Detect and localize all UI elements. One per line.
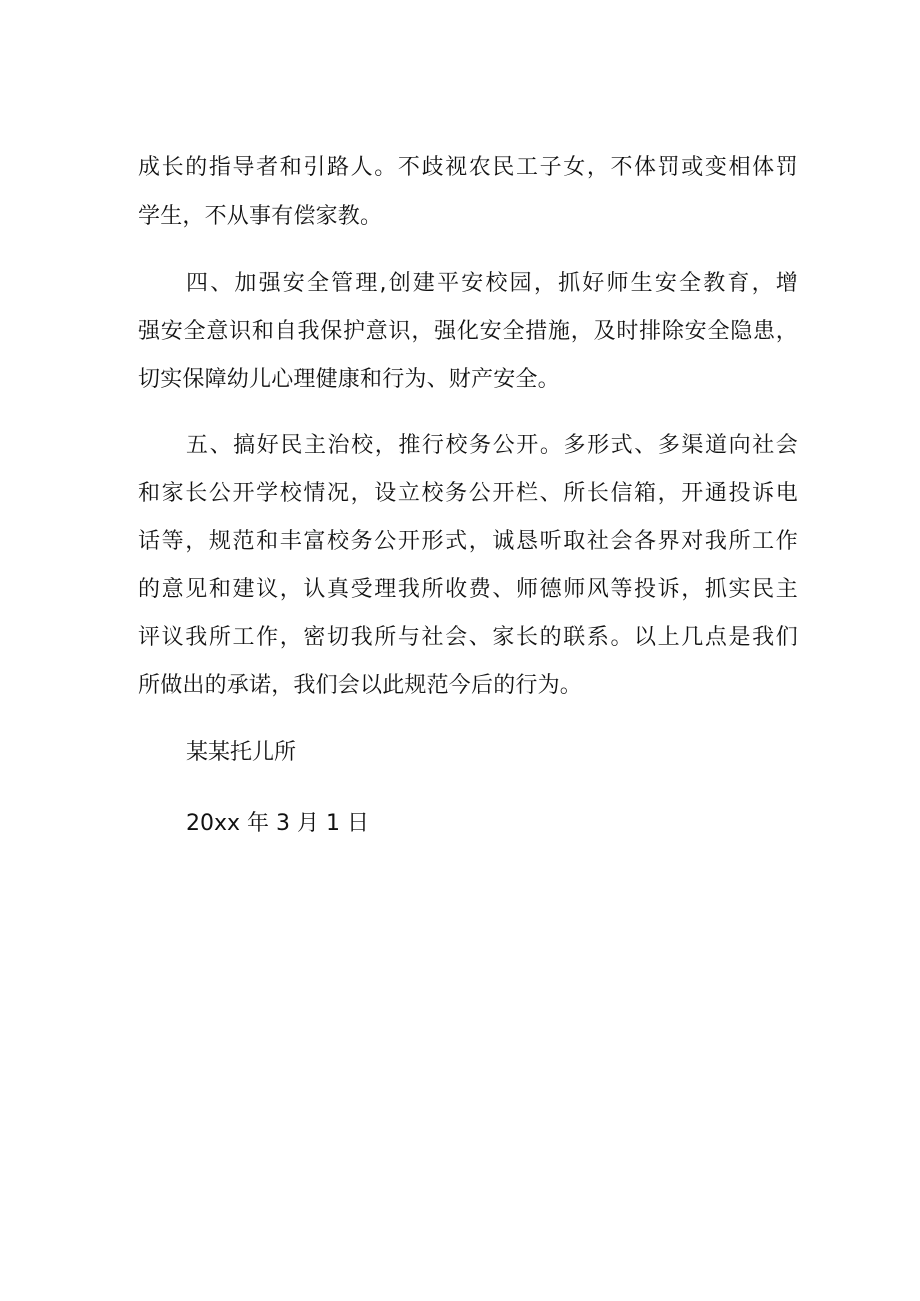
paragraph-line: 和家长公开学校情况，设立校务公开栏、所长信箱，开通投诉电 bbox=[138, 481, 798, 506]
paragraph-line: 切实保障幼儿心理健康和行为、财产安全。 bbox=[138, 367, 560, 392]
signature-date: 20xx 年 3 月 1 日 bbox=[186, 811, 369, 836]
paragraph-line: 评议我所工作，密切我所与社会、家长的联系。以上几点是我们 bbox=[138, 625, 798, 650]
paragraph-line: 学生，不从事有偿家教。 bbox=[138, 204, 383, 229]
paragraph-line: 强安全意识和自我保护意识，强化安全措施，及时排除安全隐患， bbox=[138, 319, 798, 344]
paragraph-line: 所做出的承诺，我们会以此规范今后的行为。 bbox=[138, 673, 583, 698]
paragraph-line: 成长的指导者和引路人。不歧视农民工子女，不体罚或变相体罚 bbox=[138, 155, 798, 180]
paragraph-line: 四、加强安全管理,创建平安校园，抓好师生安全教育，增 bbox=[186, 271, 798, 296]
paragraph-line: 话等，规范和丰富校务公开形式，诚恳听取社会各界对我所工作 bbox=[138, 529, 798, 554]
paragraph-line: 五、搞好民主治校，推行校务公开。多形式、多渠道向社会 bbox=[186, 433, 798, 458]
signature-organization: 某某托儿所 bbox=[186, 740, 297, 765]
paragraph-line: 的意见和建议，认真受理我所收费、师德师风等投诉，抓实民主 bbox=[138, 577, 798, 602]
